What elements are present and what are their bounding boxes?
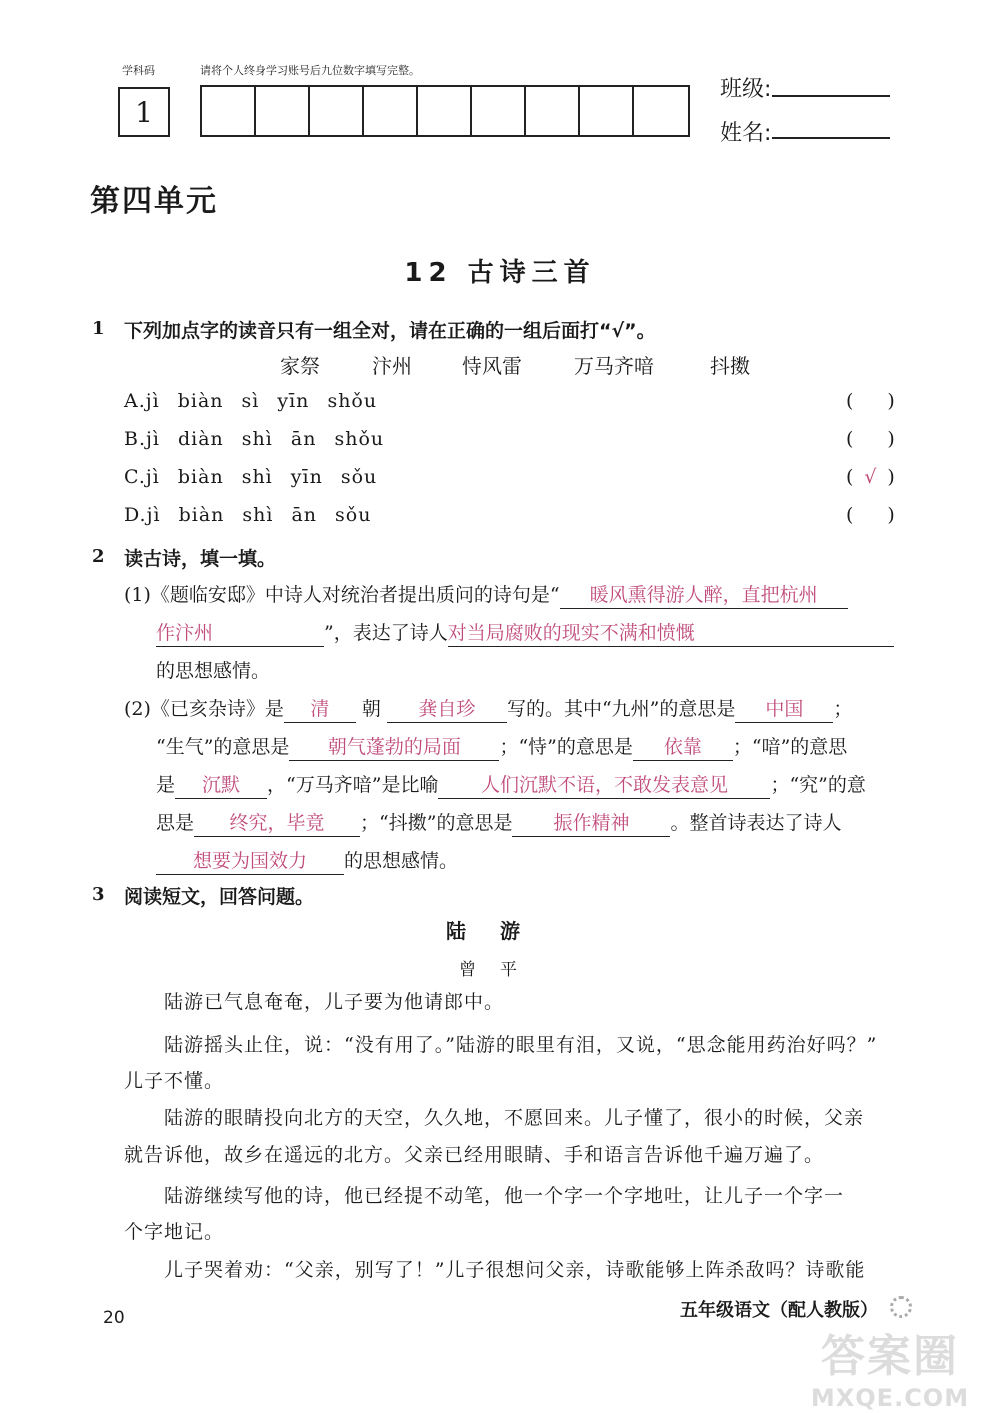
syllable: shì — [241, 466, 273, 488]
question-number: 1 — [92, 318, 105, 339]
question-number: 2 — [92, 546, 105, 567]
syllable: jì — [146, 428, 160, 450]
text: ，“万马齐喑”是比喻 — [267, 774, 439, 796]
syllable: diàn — [177, 428, 224, 450]
q2-part2-line3 — [156, 770, 866, 799]
book-title: 五年级语文（配人教版） — [680, 1300, 878, 1321]
text: ；“喑”的意思 — [732, 736, 848, 758]
answer-parentheses[interactable]: ( √ ) — [846, 466, 895, 488]
q2-part2-line5 — [156, 846, 458, 875]
text: ；“恃”的意思是 — [499, 736, 633, 758]
q2-part1-line2 — [156, 618, 894, 647]
syllable: ān — [290, 428, 317, 450]
option-letter: A. — [124, 390, 146, 412]
essay-author: 曾平 — [459, 960, 541, 980]
answer-blank[interactable]: 沉默 — [175, 772, 267, 799]
digit-box[interactable] — [202, 87, 256, 135]
option-b — [124, 428, 402, 450]
digit-box[interactable] — [310, 87, 364, 135]
syllable: ān — [291, 504, 318, 526]
answer-blank[interactable]: 暖风熏得游人醉，直把杭州 — [560, 582, 848, 609]
text: 朝 — [361, 698, 381, 720]
syllable: shì — [241, 428, 273, 450]
answer-parentheses[interactable]: ( ) — [846, 390, 895, 412]
answer-blank[interactable]: 振作精神 — [512, 810, 670, 837]
q2-part2-line1 — [124, 694, 852, 723]
answer-blank[interactable]: 龚自珍 — [387, 696, 507, 723]
essay-line: 儿子哭着劝：“父亲，别写了！”儿子很想问父亲，诗歌能够上阵杀敌吗？诗歌能 — [124, 1259, 866, 1281]
text: ； — [833, 698, 853, 720]
text: “生气”的意思是 — [156, 736, 290, 758]
syllable: yīn — [290, 466, 323, 488]
digit-box[interactable] — [580, 87, 634, 135]
answer-parentheses[interactable]: ( ) — [846, 504, 895, 526]
check-mark: √ — [864, 466, 877, 488]
answer-blank[interactable]: 依靠 — [633, 734, 733, 761]
digit-box[interactable] — [256, 87, 310, 135]
q2-part1-line3: 的思想感情。 — [156, 660, 271, 682]
digit-box[interactable] — [472, 87, 526, 135]
subject-code-box: 1 — [118, 87, 170, 137]
class-field[interactable] — [772, 94, 890, 97]
syllable: biàn — [177, 390, 224, 412]
option-c — [124, 466, 395, 488]
question-prompt: 阅读短文，回答问题。 — [124, 886, 315, 908]
essay-line: 儿子不懂。 — [124, 1070, 225, 1092]
q2-part1-line1 — [124, 580, 848, 609]
syllable: shì — [242, 504, 274, 526]
account-instruction: 请将个人终身学习账号后九位数字填写完整。 — [200, 64, 420, 77]
syllable: jì — [145, 466, 160, 488]
answer-blank[interactable]: 想要为国效力 — [156, 848, 344, 875]
syllable: jì — [146, 504, 161, 526]
syllable: yīn — [277, 390, 310, 412]
digit-box[interactable] — [418, 87, 472, 135]
question-number: 3 — [92, 884, 105, 905]
essay-line: 陆游的眼睛投向北方的天空，久久地，不愿回来。儿子懂了，很小的时候，父亲 — [124, 1107, 865, 1129]
text: 写的。其中“九州”的意思是 — [506, 698, 736, 720]
answer-parentheses[interactable]: ( ) — [846, 428, 895, 450]
watermark — [800, 1320, 980, 1412]
text: 。整首诗表达了诗人 — [670, 812, 842, 834]
option-a — [124, 390, 395, 412]
answer-blank[interactable]: 清 — [284, 696, 356, 723]
word-item: 家祭 — [280, 354, 320, 378]
answer-blank[interactable]: 人们沉默不语，不敢发表意见 — [438, 772, 770, 799]
answer-blank[interactable]: 朝气蓬勃的局面 — [289, 734, 499, 761]
syllable: sǒu — [335, 504, 372, 526]
answer-blank[interactable]: 终究，毕竟 — [194, 810, 360, 837]
word-item: 抖擞 — [710, 354, 750, 378]
question-prompt: 读古诗，填一填。 — [124, 548, 277, 570]
syllable: jì — [145, 390, 160, 412]
lesson-title: 12 古诗三首 — [404, 258, 596, 288]
essay-line: 陆游已气息奄奄，儿子要为他请郎中。 — [124, 991, 505, 1013]
syllable: sì — [241, 390, 260, 412]
q2-part2-line4 — [156, 808, 841, 837]
answer-blank[interactable]: 中国 — [735, 696, 833, 723]
option-letter: D. — [124, 504, 147, 526]
answer-blank[interactable]: 作汴州 — [156, 620, 324, 647]
text: 思是 — [156, 812, 195, 834]
digit-box[interactable] — [634, 87, 688, 135]
syllable: shǒu — [327, 390, 378, 412]
essay-line: 个字地记。 — [124, 1221, 225, 1243]
option-letter: B. — [124, 428, 147, 450]
word-item: 恃风雷 — [462, 354, 522, 378]
name-field[interactable] — [772, 136, 890, 139]
digit-box[interactable] — [526, 87, 580, 135]
account-digit-boxes[interactable] — [200, 85, 690, 137]
word-item: 汴州 — [372, 354, 412, 378]
text: 的思想感情。 — [344, 850, 459, 872]
class-label: 班级: — [720, 77, 772, 102]
name-label: 姓名: — [720, 121, 772, 146]
text: ；“抖擞”的意思是 — [360, 812, 513, 834]
option-letter: C. — [124, 466, 146, 488]
essay-line: 陆游摇头止住，说：“没有用了。”陆游的眼里有泪，又说，“思念能用药治好吗？” — [124, 1034, 878, 1056]
text: 是 — [156, 774, 176, 796]
syllable: biàn — [177, 466, 224, 488]
essay-line: 就告诉他，故乡在遥远的北方。父亲已经用眼睛、手和语言告诉他千遍万遍了。 — [124, 1144, 825, 1166]
text: ”，表达了诗人 — [324, 622, 448, 644]
syllable: shǒu — [334, 428, 385, 450]
essay-title: 陆游 — [446, 919, 554, 943]
digit-box[interactable] — [364, 87, 418, 135]
text: (2)《已亥杂诗》是 — [124, 698, 284, 720]
question-prompt: 下列加点字的读音只有一组全对，请在正确的一组后面打“√”。 — [124, 320, 656, 342]
page-number: 20 — [103, 1308, 125, 1328]
unit-title: 第四单元 — [90, 184, 218, 219]
gear-icon — [890, 1296, 912, 1318]
option-d — [124, 504, 389, 526]
word-item: 万马齐喑 — [574, 354, 654, 378]
essay-line: 陆游继续写他的诗，他已经提不动笔，他一个字一个字地吐，让儿子一个字一 — [124, 1185, 845, 1207]
text: ；“究”的意 — [770, 774, 866, 796]
watermark-text: 答案圈 — [821, 1331, 959, 1382]
answer-blank[interactable]: 对当局腐败的现实不满和愤慨 — [448, 620, 894, 647]
text: (1)《题临安邸》中诗人对统治者提出质问的诗句是“ — [124, 584, 560, 606]
q2-part2-line2 — [156, 732, 847, 761]
subject-code-label: 学科码 — [122, 64, 155, 77]
syllable: biàn — [178, 504, 225, 526]
q1-word-list — [280, 350, 770, 379]
syllable: sǒu — [340, 466, 378, 488]
watermark-url: MXQE.COM — [810, 1384, 970, 1412]
